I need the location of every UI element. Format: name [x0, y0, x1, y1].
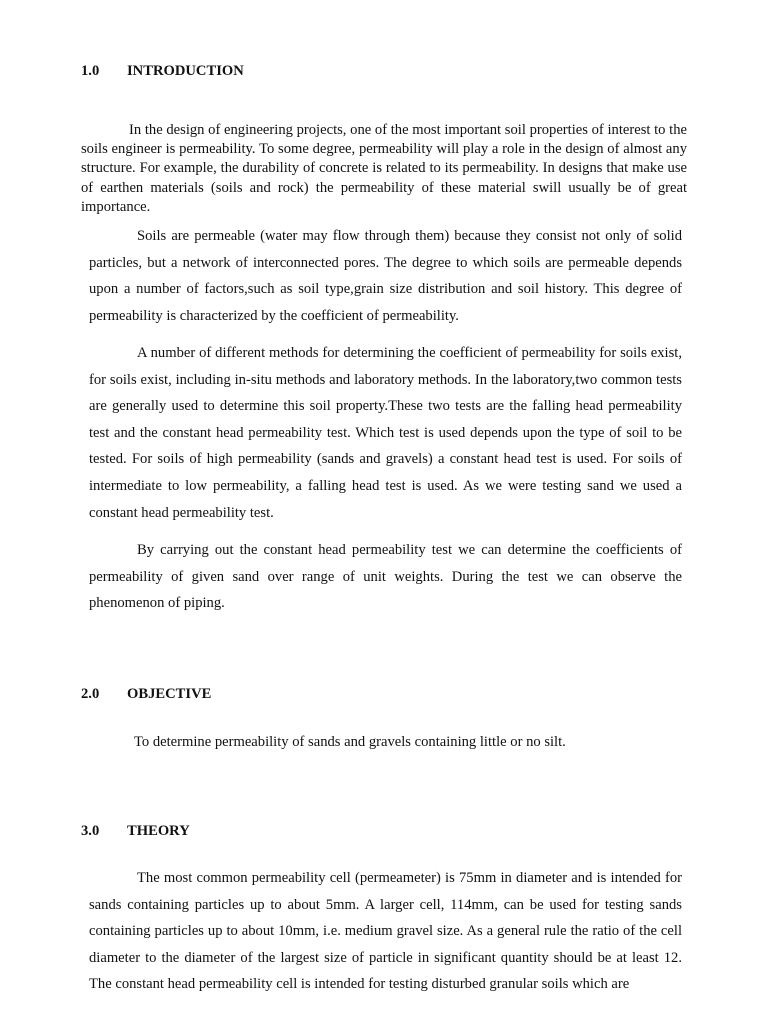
intro-paragraph-2: Soils are permeable (water may flow through them) because they consist not only of solid particles, but a network of interconnected pores. The degree to which soils are permeable depends upon a number of factors,such as soil type,grain size distribution and soil history. This degree of permeability is characterized by the coefficient of permeability.: [89, 228, 682, 324]
intro-paragraph-1: In the design of engineering projects, one of the most important soil properties of interest to the soils engineer is permeability. To some degree, permeability will play a role in the design of almost any structure. For example, the durability of concrete is related to its permeability. In designs that make use of earthen materials (soils and rock) the permeability of these material swill usually be of great importance.: [81, 122, 687, 215]
section-title: THEORY: [127, 823, 190, 839]
intro-paragraph-4: By carrying out the constant head permeability test we can determine the coefficients of permeability of given sand over range of unit weights. During the test we can observe the phenomenon of piping.: [89, 542, 682, 612]
section-heading-objective: [81, 685, 211, 703]
section-title: INTRODUCTION: [127, 63, 244, 79]
intro-paragraph-3: A number of different methods for determining the coefficient of permeability for soils exist, for soils exist, including in-situ methods and laboratory methods. In the laboratory,two common tests are generally used to determine this soil property.These two tests are the falling head permeability test and the constant head permeability test. Which test is used depends upon the type of soil to be tested. For soils of high permeability (sands and gravels) a constant head test is used. For soils of intermediate to low permeability, a falling head test is used. As we were testing sand we used a constant head permeability test.: [89, 345, 682, 521]
section-title: OBJECTIVE: [127, 686, 212, 702]
section-number: 3.0: [81, 823, 100, 839]
section-number: 1.0: [81, 63, 100, 79]
section-number: 2.0: [81, 686, 100, 702]
objective-paragraph: To determine permeability of sands and gravels containing little or no silt.: [134, 734, 566, 750]
section-heading-introduction: [81, 62, 244, 80]
theory-paragraph: The most common permeability cell (permeameter) is 75mm in diameter and is intended for sands containing particles up to about 5mm. A larger cell, 114mm, can be used for testing sands containing particles up to about 10mm, i.e. medium gravel size. As a general rule the ratio of the cell diameter to the diameter of the largest size of particle in significant quantity should be at least 12. The constant head permeability cell is intended for testing disturbed granular soils which are: [89, 870, 682, 993]
section-heading-theory: [81, 822, 190, 840]
